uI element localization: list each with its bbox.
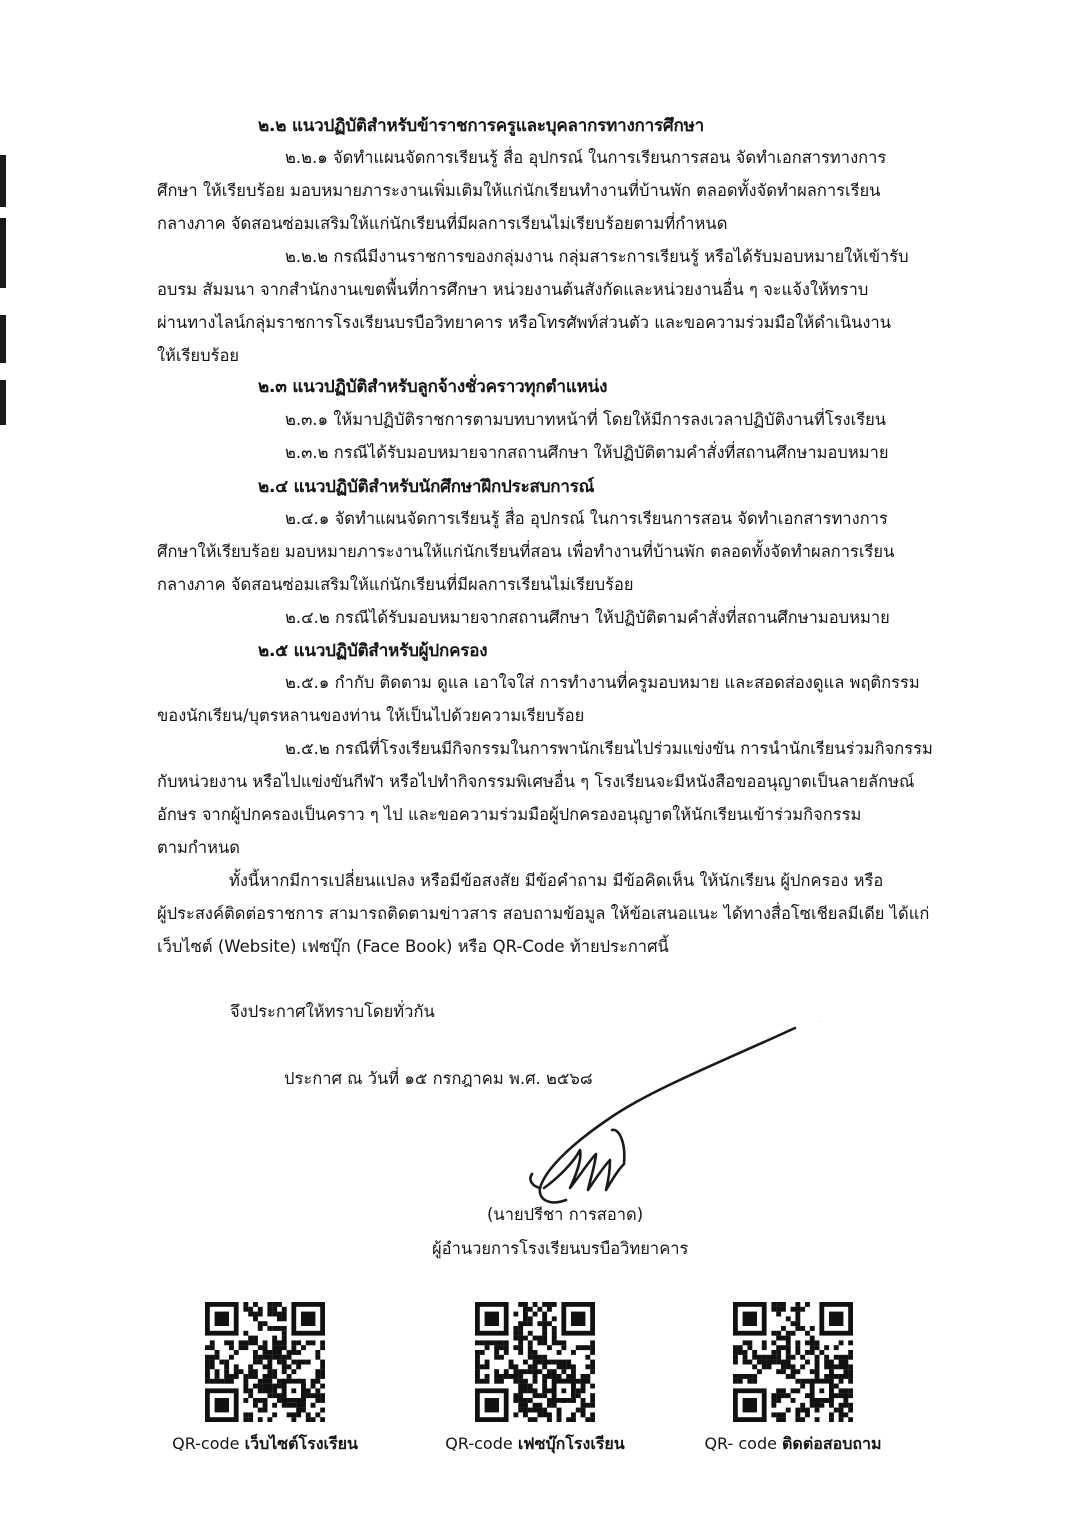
qr-website-block bbox=[150, 1302, 380, 1457]
section-2-3-heading: ๒.๓ แนวปฏิบัติสำหรับลูกจ้างชั่วคราวทุกตำแหน่ง bbox=[258, 377, 608, 397]
paragraph-2-2-1 bbox=[157, 141, 975, 240]
text-line: ๒.๕.๒ กรณีที่โรงเรียนมีกิจกรรมในการพานักเรียนไปร่วมแข่งขัน การนำนักเรียนร่วมกิจกรรม bbox=[285, 739, 933, 758]
section-2-2-heading: ๒.๒ แนวปฏิบัติสำหรับข้าราชการครูและบุคลากรทางการศึกษา bbox=[258, 116, 704, 136]
qr-code-contact[interactable] bbox=[733, 1302, 853, 1422]
text-line: กลางภาค จัดสอนซ่อมเสริมให้แก่นักเรียนที่มีผลการเรียนไม่เรียบร้อยตามที่กำหนด bbox=[157, 214, 728, 233]
text-line: อักษร จากผู้ปกครองเป็นคราว ๆ ไป และขอความร่วมมือผู้ปกครองอนุญาตให้นักเรียนเข้าร่วมกิจกรรม bbox=[157, 805, 862, 824]
qr-label-website bbox=[150, 1432, 380, 1457]
qr-label-facebook bbox=[420, 1432, 650, 1457]
qr-code-website[interactable] bbox=[205, 1302, 325, 1422]
text-line: ให้เรียบร้อย bbox=[157, 346, 240, 365]
qr-facebook-block bbox=[420, 1302, 650, 1457]
signature-image bbox=[500, 1010, 820, 1220]
text-line: ๒.๕.๑ กำกับ ติดตาม ดูแล เอาใจใส่ การทำงานที่ครูมอบหมาย และสอดส่องดูแล พฤติกรรม bbox=[285, 673, 920, 692]
text-line: ของนักเรียน/บุตรหลานของท่าน ให้เป็นไปด้วยความเรียบร้อย bbox=[157, 706, 585, 725]
paragraph-2-2-2 bbox=[157, 240, 975, 372]
signer-name: (นายปรีชา การสอาด) bbox=[487, 1205, 644, 1224]
text-line: ผ่านทางไลน์กลุ่มราชการโรงเรียนบรบือวิทยาคาร หรือโทรศัพท์ส่วนตัว และขอความร่วมมือให้ดำเนินงาน bbox=[157, 313, 892, 332]
text-line: ๒.๒.๑ จัดทำแผนจัดการเรียนรู้ สื่อ อุปกรณ์ ในการเรียนการสอน จัดทำเอกสารทางการ bbox=[285, 148, 887, 167]
qr-label-prefix: QR-code bbox=[172, 1434, 245, 1453]
text-line: กลางภาค จัดสอนซ่อมเสริมให้แก่นักเรียนที่มีผลการเรียนไม่เรียบร้อย bbox=[157, 575, 634, 594]
paragraph-2-3-1: ๒.๓.๑ ให้มาปฏิบัติราชการตามบทบาทหน้าที่ โดยให้มีการลงเวลาปฏิบัติงานที่โรงเรียน bbox=[285, 410, 887, 429]
section-2-4-heading: ๒.๔ แนวปฏิบัติสำหรับนักศึกษาฝึกประสบการณ์ bbox=[258, 477, 595, 497]
text-line: กับหน่วยงาน หรือไปแข่งขันกีฬา หรือไปทำกิจกรรมพิเศษอื่น ๆ โรงเรียนจะมีหนังสือขออนุญาตเป็นลายลักษณ์ bbox=[157, 772, 915, 791]
text-line: ๒.๒.๒ กรณีมีงานราชการของกลุ่มงาน กลุ่มสาระการเรียนรู้ หรือได้รับมอบหมายให้เข้ารับ bbox=[285, 247, 909, 266]
paragraph-2-5-2 bbox=[157, 732, 975, 864]
qr-label-text: เว็บไซต์โรงเรียน bbox=[244, 1434, 358, 1453]
paragraph-2-3-2: ๒.๓.๒ กรณีได้รับมอบหมายจากสถานศึกษา ให้ปฏิบัติตามคำสั่งที่สถานศึกษามอบหมาย bbox=[285, 443, 889, 462]
qr-label-text: เฟซบุ๊กโรงเรียน bbox=[517, 1434, 625, 1453]
paragraph-2-4-1 bbox=[157, 502, 975, 601]
scan-edge-mark bbox=[0, 380, 6, 425]
closing-paragraph bbox=[157, 864, 975, 963]
text-line: ทั้งนี้หากมีการเปลี่ยนแปลง หรือมีข้อสงสัย มีข้อคำถาม มีข้อคิดเห็น ให้นักเรียน ผู้ปกครอง หรือ bbox=[229, 871, 884, 890]
signer-position: ผู้อำนวยการโรงเรียนบรบือวิทยาคาร bbox=[432, 1239, 689, 1258]
date-line: ประกาศ ณ วันที่ ๑๕ กรกฎาคม พ.ศ. ๒๕๖๘ bbox=[284, 1069, 593, 1088]
paragraph-2-4-2: ๒.๔.๒ กรณีได้รับมอบหมายจากสถานศึกษา ให้ปฏิบัติตามคำสั่งที่สถานศึกษามอบหมาย bbox=[285, 608, 890, 627]
qr-label-prefix: QR- code bbox=[704, 1434, 783, 1453]
text-line: ศึกษา ให้เรียบร้อย มอบหมายภาระงานเพิ่มเติมให้แก่นักเรียนทำงานที่บ้านพัก ตลอดทั้งจัดทำผลการเรียน bbox=[157, 181, 881, 200]
scan-edge-mark bbox=[0, 155, 6, 207]
text-line: ศึกษาให้เรียบร้อย มอบหมายภาระงานให้แก่นักเรียนที่สอน เพื่อทำงานที่บ้านพัก ตลอดทั้งจัดทำผลการเรียน bbox=[157, 542, 895, 561]
qr-label-text: ติดต่อสอบถาม bbox=[782, 1434, 882, 1453]
announcement-line: จึงประกาศให้ทราบโดยทั่วกัน bbox=[230, 1002, 435, 1021]
qr-label-prefix: QR-code bbox=[445, 1434, 518, 1453]
text-line: อบรม สัมมนา จากสำนักงานเขตพื้นที่การศึกษา หน่วยงานต้นสังกัดและหน่วยงานอื่น ๆ จะแจ้งให้ทราบ bbox=[157, 280, 869, 299]
scan-edge-mark bbox=[0, 315, 6, 363]
qr-code-facebook[interactable] bbox=[475, 1302, 595, 1422]
text-line: ผู้ประสงค์ติดต่อราชการ สามารถติดตามข่าวสาร สอบถามข้อมูล ให้ข้อเสนอแนะ ได้ทางสื่อโซเชียลมีเดีย ได้แก่ bbox=[157, 904, 930, 923]
scan-edge-mark bbox=[0, 218, 6, 288]
text-line: เว็บไซต์ (Website) เฟซบุ๊ก (Face Book) หรือ QR-Code ท้ายประกาศนี้ bbox=[157, 937, 669, 956]
text-line: ตามกำหนด bbox=[157, 838, 240, 857]
text-line: ๒.๔.๑ จัดทำแผนจัดการเรียนรู้ สื่อ อุปกรณ์ ในการเรียนการสอน จัดทำเอกสารทางการ bbox=[285, 509, 888, 528]
qr-contact-block bbox=[678, 1302, 908, 1457]
paragraph-2-5-1 bbox=[157, 666, 975, 732]
qr-label-contact bbox=[678, 1432, 908, 1457]
section-2-5-heading: ๒.๕ แนวปฏิบัติสำหรับผู้ปกครอง bbox=[258, 641, 488, 661]
